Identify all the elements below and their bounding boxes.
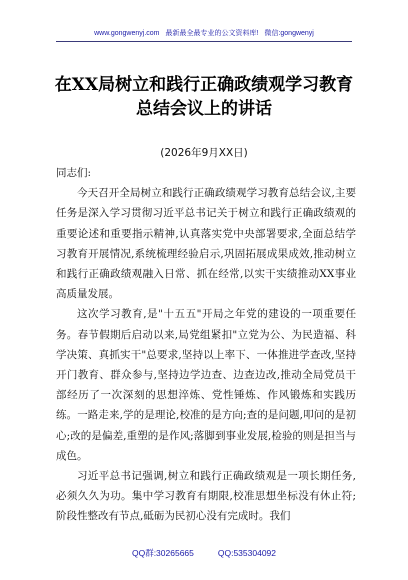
site-url-link[interactable]: www.gongwenyj.com [94,30,160,37]
document-date: (2026年9月XX日) [160,147,248,159]
header-divider [56,41,352,42]
paragraph-3: 习近平总书记强调,树立和践行正确政绩观是一项长期任务,必须久久为功。集中学习教育有期限,校准思想坐标没有休止符;阶段性整改有节点,砥砺为民初心没有完成时。我们 [56,470,356,523]
site-slogan: 最新最全最专业的公文资料库! [165,30,259,37]
document-title-line2: 总结会议上的讲话 [136,99,272,119]
site-header [0,28,408,38]
paragraph-1: 今天召开全局树立和践行正确政绩观学习教育总结会议,主要任务是深入学习贯彻习近平总书记关于树立和践行正确政绩观的重要论述和重要指示精神,认真落实党中央部署要求,全面总结学习教育开展情况,系统梳理经验启示,巩固拓展成果成效,推动树立和践行正确政绩观融入日常、抓在经常,以实干实绩推动XX事业高质量发展。 [56,187,356,301]
qq-group: QQ群:30265665 [131,548,194,558]
document-body [56,163,356,527]
paragraph-2: 这次学习教育,是"十五五"开局之年党的建设的一项重要任务。春节假期后启动以来,局党组紧扣"立党为公、为民造福、科学决策、真抓实干"总要求,坚持以上率下、一体推进学查改,坚持开门教育、群众参与,坚持边学边查、边查边改,推动全局党员干部经历了一次深刻的思想淬炼、党性锤炼、作风锻炼和实践历练。一路走来,学的是理论,校准的是方向;查的是问题,叩问的是初心;改的是偏差,重塑的是作风;落脚到事业发展,检验的则是担当与成色。 [56,308,356,462]
wechat-id: 微信:gongwenyj [264,30,314,37]
page-footer [0,547,408,559]
salutation: 同志们: [56,167,92,179]
document-title-line1: 在XX局树立和践行正确政绩观学习教育 [54,75,354,95]
qq-contact: QQ:535304092 [217,548,277,558]
